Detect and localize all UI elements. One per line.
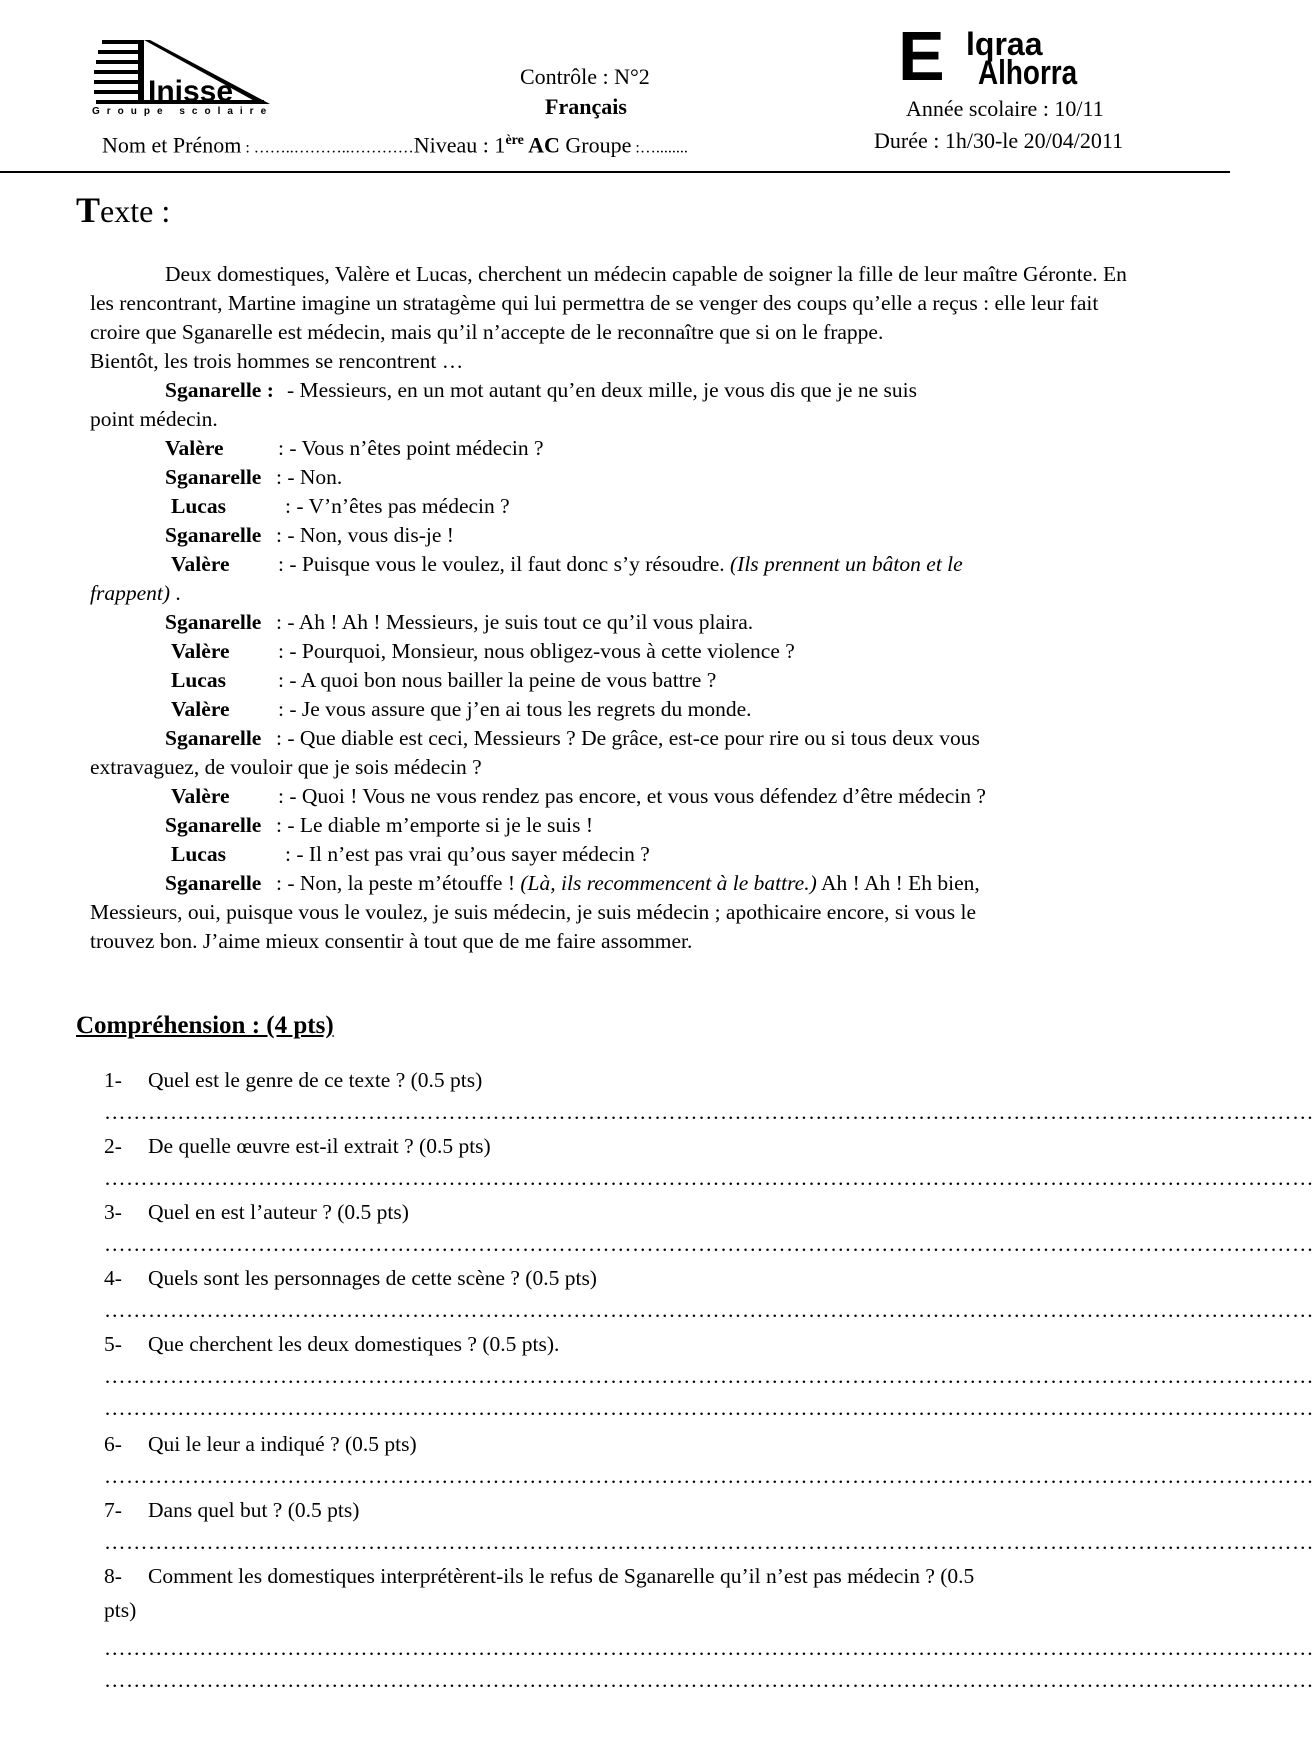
answer-line[interactable]: …………………………………………………………………………………………………………………………………………………: [104, 1298, 1314, 1322]
answer-line[interactable]: …………………………………………………………………………………………………………………………………………………: [104, 1636, 1314, 1660]
question-number: 4-: [104, 1266, 122, 1290]
dialogue-line: [90, 666, 1130, 695]
answer-line[interactable]: …………………………………………………………………………………………………………………………………………………: [104, 1396, 1314, 1420]
name-label: Nom et Prénom: [102, 132, 242, 158]
question: [104, 1132, 491, 1161]
speaker: Valère: [171, 784, 230, 808]
speaker: Valère: [171, 552, 230, 576]
dialogue-text: : - Non.: [276, 465, 343, 489]
dialogue-text: : - A quoi bon nous bailler la peine de vous battre ?: [278, 668, 717, 692]
text-title: [76, 190, 170, 231]
question-text: Quels sont les personnages de cette scène ? (0.5 pts): [148, 1266, 597, 1290]
answer-line[interactable]: …………………………………………………………………………………………………………………………………………………: [104, 1364, 1314, 1388]
answer-line[interactable]: …………………………………………………………………………………………………………………………………………………: [104, 1668, 1314, 1692]
dialogue-text: : - Le diable m’emporte si je le suis !: [276, 813, 594, 837]
text-title-initial: T: [76, 190, 101, 230]
question-text: Que cherchent les deux domestiques ? (0.5 pts).: [148, 1332, 560, 1356]
dialogue-line: [90, 724, 1130, 753]
question: [104, 1198, 409, 1227]
speaker: Sganarelle: [165, 465, 262, 489]
control-number: Contrôle : N°2: [520, 64, 650, 89]
answer-line[interactable]: …………………………………………………………………………………………………………………………………………………: [104, 1530, 1314, 1554]
text-body: [90, 260, 1130, 956]
stage-direction: (Ils prennent un bâton et le: [730, 552, 963, 576]
school-logo-right: [898, 17, 1098, 95]
dialogue-line: [90, 521, 1130, 550]
dialogue-line: [90, 637, 1130, 666]
speaker: Sganarelle: [165, 523, 262, 547]
groupe-field[interactable]: :…........: [631, 139, 688, 157]
speaker: Valère: [171, 639, 230, 663]
student-info-line: [102, 128, 688, 161]
stage-direction: frappent): [90, 581, 171, 605]
school-year: Année scolaire : 10/11: [906, 96, 1104, 121]
bientot-line: Bientôt, les trois hommes se rencontrent …: [90, 349, 464, 373]
dialogue-text: : - Quoi ! Vous ne vous rendez pas encore, et vous vous défendez d’être médecin ?: [278, 784, 986, 808]
question-number: 3-: [104, 1200, 122, 1224]
niveau-label: Niveau : 1: [413, 132, 506, 158]
speaker: Lucas: [171, 494, 226, 518]
speaker: Sganarelle: [165, 813, 262, 837]
dialogue-text-part: .: [170, 581, 181, 605]
duration-date: Durée : 1h/30-le 20/04/2011: [874, 128, 1124, 153]
question: [104, 1430, 417, 1459]
comprehension-title: Compréhension : (4 pts): [76, 1012, 334, 1039]
answer-line[interactable]: …………………………………………………………………………………………………………………………………………………: [104, 1464, 1314, 1488]
question-text: Dans quel but ? (0.5 pts): [148, 1498, 360, 1522]
speaker: Sganarelle: [165, 610, 262, 634]
question-number: 6-: [104, 1432, 122, 1456]
dialogue-text: : - Que diable est ceci, Messieurs ? De grâce, est-ce pour rire ou si tous deux vous: [276, 726, 980, 750]
dialogue-line: [90, 695, 1130, 724]
dialogue-continuation: Messieurs, oui, puisque vous le voulez, je suis médecin, je suis médecin ; apothicaire encore, si vous le: [90, 900, 977, 924]
school-logo-left: [92, 36, 307, 122]
dialogue-line: [90, 782, 1130, 811]
dialogue-line: [90, 840, 1130, 869]
question-number: 7-: [104, 1498, 122, 1522]
question-text: Qui le leur a indiqué ? (0.5 pts): [148, 1432, 417, 1456]
dialogue-text: : - Vous n’êtes point médecin ?: [278, 436, 544, 460]
subject: Français: [545, 94, 627, 119]
header-divider: [0, 171, 1230, 173]
dialogue-text-part: Ah ! Ah ! Eh bien,: [816, 871, 980, 895]
question: [104, 1496, 359, 1525]
niveau-class: AC: [523, 132, 560, 158]
dialogue-continuation: trouvez bon. J’aime mieux consentir à tout que de me faire assommer.: [90, 929, 693, 953]
dialogue-text-part: : - Non, la peste m’étouffe !: [276, 871, 521, 895]
question-text: Comment les domestiques interprétèrent-ils le refus de Sganarelle qu’il n’est pas médecin ? (0.5: [148, 1564, 975, 1588]
speaker: Valère: [171, 697, 230, 721]
question: [104, 1562, 974, 1591]
question-text: Quel est le genre de ce texte ? (0.5 pts): [148, 1068, 483, 1092]
speaker: Valère: [165, 436, 224, 460]
question-text: Quel en est l’auteur ? (0.5 pts): [148, 1200, 409, 1224]
dialogue-text: [278, 550, 963, 579]
question-number: 5-: [104, 1332, 122, 1356]
logo-line2: Alhorra: [978, 54, 1078, 92]
logo-name: Inisse: [148, 75, 234, 108]
dialogue-text: [276, 869, 980, 898]
logo-mark: E: [898, 17, 943, 95]
answer-line[interactable]: …………………………………………………………………………………………………………………………………………………: [104, 1100, 1314, 1124]
speaker: Lucas: [171, 842, 226, 866]
question-number: 8-: [104, 1564, 122, 1588]
dialogue-continuation: extravaguez, de vouloir que je sois médecin ?: [90, 755, 482, 779]
speaker: Sganarelle: [165, 726, 262, 750]
dialogue-line: [90, 492, 1130, 521]
dialogue-line: [90, 550, 1130, 579]
question-continuation: pts): [104, 1598, 137, 1622]
dialogue-continuation: [90, 579, 1130, 608]
question-text: De quelle œuvre est-il extrait ? (0.5 pts): [148, 1134, 491, 1158]
question-number: 2-: [104, 1134, 122, 1158]
dialogue-text: : - Pourquoi, Monsieur, nous obligez-vous à cette violence ?: [278, 639, 795, 663]
dialogue-continuation: point médecin.: [90, 407, 218, 431]
groupe-label: Groupe: [559, 132, 632, 158]
dialogue-text: : - Non, vous dis-je !: [276, 523, 454, 547]
dialogue-line: [90, 463, 1130, 492]
text-title-rest: exte :: [100, 193, 171, 229]
name-field[interactable]: : ……..………..…………: [241, 139, 414, 157]
dialogue-text-part: : - Puisque vous le voulez, il faut donc s’y résoudre.: [278, 552, 731, 576]
dialogue-line: [90, 608, 1130, 637]
dialogue-text: : - Ah ! Ah ! Messieurs, je suis tout ce qu’il vous plaira.: [276, 610, 754, 634]
speaker: Lucas: [171, 668, 226, 692]
dialogue-line: [90, 869, 1130, 898]
dialogue-text: - Messieurs, en un mot autant qu’en deux mille, je vous dis que je ne suis: [287, 378, 917, 402]
niveau-sup: ère: [505, 133, 524, 148]
dialogue-text: : - Je vous assure que j’en ai tous les regrets du monde.: [278, 697, 752, 721]
logo-line1: lqraa: [966, 26, 1043, 62]
question: [104, 1066, 482, 1095]
dialogue-text: : - Il n’est pas vrai qu’ous sayer médecin ?: [285, 842, 650, 866]
answer-line[interactable]: …………………………………………………………………………………………………………………………………………………: [104, 1232, 1314, 1256]
speaker: Sganarelle: [165, 871, 262, 895]
intro-paragraph: Deux domestiques, Valère et Lucas, cherchent un médecin capable de soigner la fille de leur maître Géronte. En les rencontrant, Martine imagine un stratagème qui lui permettra de se venger des coups qu’elle a reçus : elle leur fait croire que Sganarelle est médecin, mais qu’il n’accepte de le reconnaître que si on le frappe.: [90, 262, 1127, 344]
answer-line[interactable]: …………………………………………………………………………………………………………………………………………………: [104, 1166, 1314, 1190]
dialogue-line: [90, 376, 1130, 405]
dialogue-line: [90, 811, 1130, 840]
dialogue-text: : - V’n’êtes pas médecin ?: [285, 494, 510, 518]
stage-direction: (Là, ils recommencent à le battre.): [520, 871, 817, 895]
dialogue-line: [90, 434, 1130, 463]
question-number: 1-: [104, 1068, 122, 1092]
logo-subtitle: Groupe scolaire: [92, 106, 274, 117]
question: [104, 1264, 597, 1293]
speaker: Sganarelle :: [165, 378, 274, 402]
question: [104, 1330, 559, 1359]
